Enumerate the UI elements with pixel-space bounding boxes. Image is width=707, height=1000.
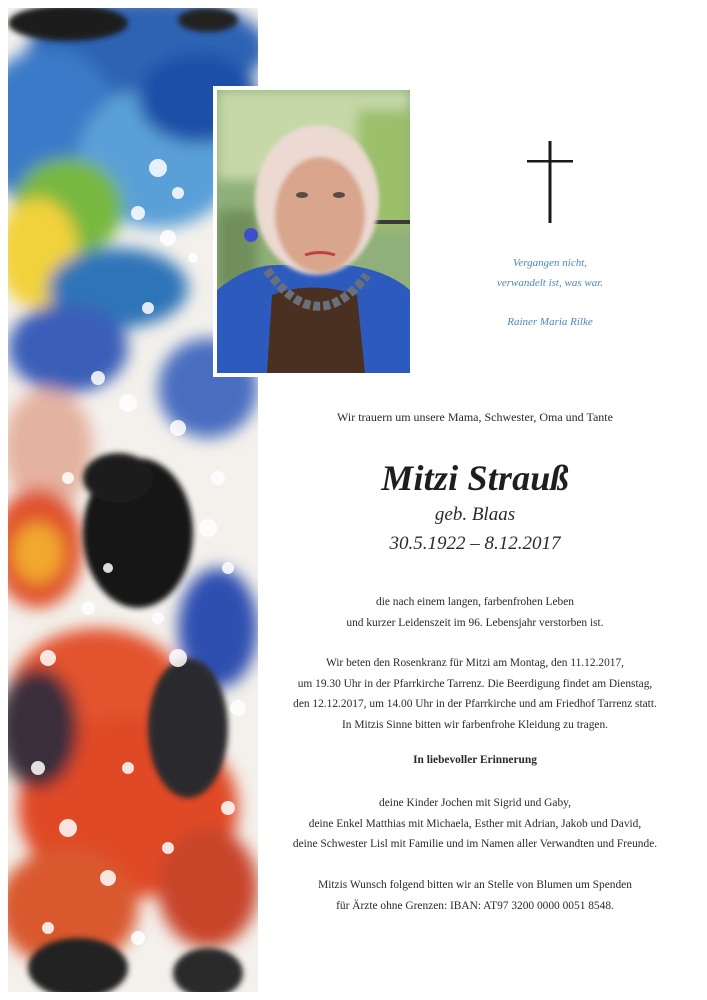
- mourning-intro: Wir trauern um unsere Mama, Schwester, Oma und Tante: [337, 410, 613, 424]
- paragraph-line: für Ärzte ohne Grenzen: IBAN: AT97 3200 0000 0051 8548.: [336, 899, 614, 912]
- paragraph-line: deine Schwester Lisl mit Familie und im Namen aller Verwandten und Freunde.: [292, 838, 658, 850]
- mourners-paragraph: [262, 793, 688, 855]
- life-dates: 30.5.1922 – 8.12.2017: [389, 533, 561, 554]
- maiden-name: geb. Blaas: [434, 504, 516, 525]
- paragraph-line: deine Kinder Jochen mit Sigrid und Gaby,: [379, 797, 571, 809]
- paragraph-line: Wir beten den Rosenkranz für Mitzi am Montag, den 11.12.2017,: [325, 657, 625, 669]
- paragraph-line: und kurzer Leidenszeit im 96. Lebensjahr verstorben ist.: [346, 616, 604, 629]
- quote-text: [460, 253, 640, 293]
- life-paragraph: [262, 592, 688, 633]
- paragraph-line: die nach einem langen, farbenfrohen Leben: [376, 596, 574, 608]
- cross-icon: [527, 141, 573, 223]
- paragraph-line: deine Enkel Matthias mit Michaela, Esther mit Adrian, Jakob und David,: [308, 817, 642, 830]
- memory-heading: In liebevoller Erinnerung: [413, 754, 537, 766]
- paragraph-line: In Mitzis Sinne bitten wir farbenfrohe Kleidung zu tragen.: [341, 718, 609, 731]
- paragraph-line: Mitzis Wunsch folgend bitten wir an Stelle von Blumen um Spenden: [318, 879, 632, 891]
- paragraph-line: um 19.30 Uhr in der Pfarrkirche Tarrenz. Die Beerdigung findet am Dienstag,: [297, 677, 653, 690]
- quote-line: Vergangen nicht,: [512, 257, 588, 269]
- paragraph-line: den 12.12.2017, um 14.00 Uhr in der Pfarrkirche und am Friedhof Tarrenz statt.: [293, 698, 657, 710]
- quote-author: Rainer Maria Rilke: [507, 316, 593, 328]
- deceased-name: Mitzi Strauß: [381, 458, 569, 498]
- quote-line: verwandelt ist, was war.: [496, 277, 604, 289]
- portrait-photo: [213, 86, 414, 377]
- donation-paragraph: [262, 875, 688, 916]
- funeral-details-paragraph: [262, 653, 688, 735]
